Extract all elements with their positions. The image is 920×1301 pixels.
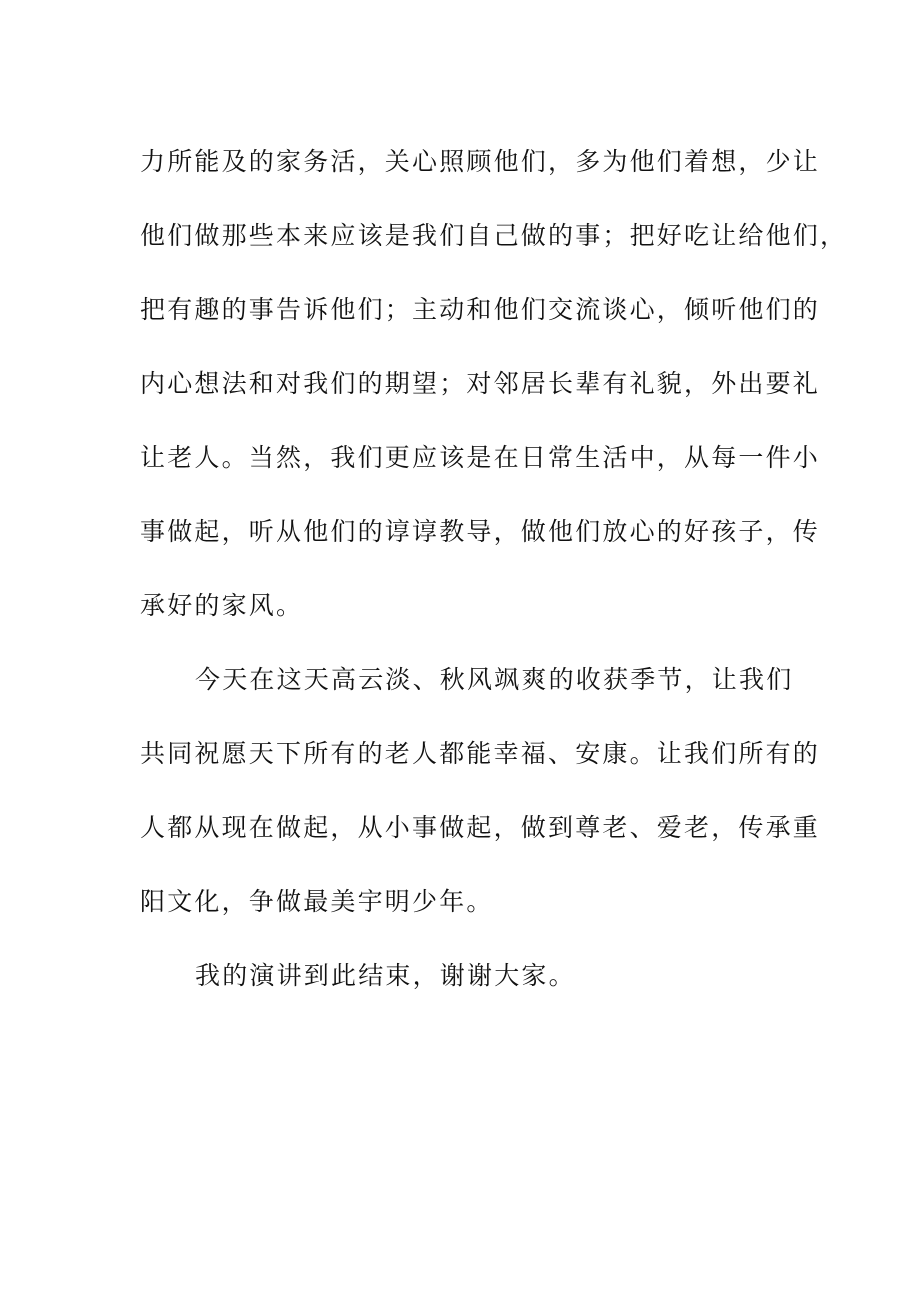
text-line: 阳文化，争做最美宇明少年。	[140, 887, 494, 916]
text-line: 让老人。当然，我们更应该是在日常生活中，从每一件小	[140, 443, 821, 472]
text-line: 内心想法和对我们的期望；对邻居长辈有礼貌，外出要礼	[140, 369, 821, 398]
text-line: 人都从现在做起，从小事做起，做到尊老、爱老，传承重	[140, 813, 821, 842]
text-line: 事做起，听从他们的谆谆教导，做他们放心的好孩子，传	[140, 517, 821, 546]
paragraph-start-line: 今天在这天高云淡、秋风飒爽的收获季节，让我们	[195, 665, 794, 694]
text-line: 承好的家风。	[140, 591, 304, 620]
text-line: 共同祝愿天下所有的老人都能幸福、安康。让我们所有的	[140, 739, 821, 768]
text-line: 力所能及的家务活，关心照顾他们，多为他们着想，少让	[140, 147, 821, 176]
document-body	[140, 138, 848, 1026]
text-line: 把有趣的事告诉他们；主动和他们交流谈心，倾听他们的	[140, 295, 821, 324]
text-line: 他们做那些本来应该是我们自己做的事；把好吃让给他们，	[140, 221, 848, 250]
closing-line: 我的演讲到此结束，谢谢大家。	[195, 961, 576, 990]
